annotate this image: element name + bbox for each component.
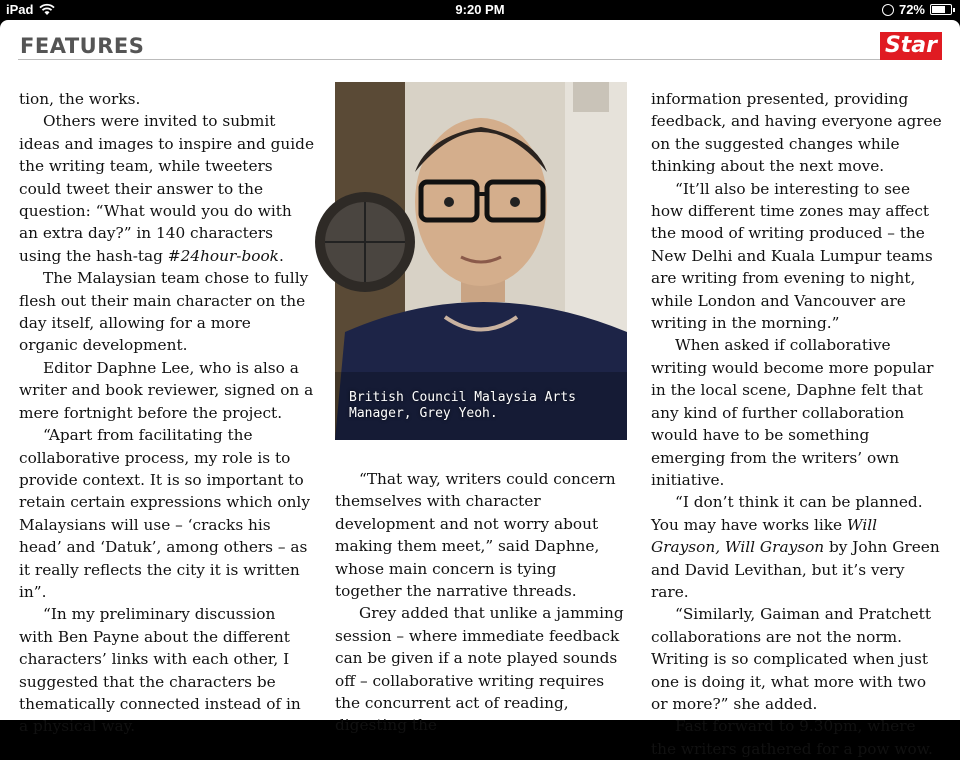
paragraph: “It’ll also be interesting to see how different time zones may affect the mood of writing produced – the New Delhi and Kuala Lumpur teams are writing from evening to night, while London and Vancouver are writing in the morning.” <box>651 179 933 333</box>
paragraph: “I don’t think it can be planned. You may have works like Will Grayson, Will Grayson by John Green and David Levithan, but it’s very rare. <box>651 493 940 601</box>
paragraph: tion, the works. <box>19 90 141 108</box>
article-column-2 <box>335 468 627 737</box>
portrait-image <box>335 82 627 440</box>
hashtag: #24hour-book <box>167 246 279 265</box>
paragraph: Fast forward to 9.30pm, where the writers gathered for a pow wow. <box>651 717 933 758</box>
battery-icon <box>930 4 952 15</box>
paragraph: Grey added that unlike a jamming session – where immediate feedback can be given if a note played sounds off – collaborative writing requires the concurrent act of reading, digesting the <box>335 604 624 735</box>
paragraph: When asked if collaborative writing would become more popular in the local scene, Daphne felt that any kind of further collaboration would have to be something emerging from the writers’ own initiative. <box>651 336 934 489</box>
magazine-page[interactable] <box>0 20 960 758</box>
battery-percent: 72% <box>898 2 925 17</box>
rotation-lock-icon <box>882 4 894 16</box>
book-title: Will Grayson, Will Grayson <box>651 515 878 557</box>
paragraph: The Malaysian team chose to fully flesh out their main character on the day itself, allowing for a more organic development. <box>19 269 309 355</box>
paragraph: “That way, writers could concern themselves with character development and not worry about making them meet,” said Daphne, whose main concern is tying together the narrative threads. <box>335 470 616 601</box>
section-title: FEATURES <box>20 34 145 58</box>
star-logo: Star <box>880 32 942 60</box>
page-header <box>18 30 942 60</box>
paragraph: “Similarly, Gaiman and Pratchett collaborations are not the norm. Writing is so complicated when just one is doing it, what more with two or more?” she added. <box>651 605 931 713</box>
paragraph: Editor Daphne Lee, who is also a writer and book reviewer, signed on a mere fortnight before the project. <box>19 358 314 422</box>
status-bar <box>0 0 960 20</box>
paragraph: Others were invited to submit ideas and images to inspire and guide the writing team, while tweeters could tweet their answer to the question: “What would you do with an extra day?” in 140 characters using the hash-tag #24hour-book. <box>19 112 315 265</box>
battery-fill <box>932 6 945 13</box>
photo-caption: British Council Malaysia Arts Manager, Grey Yeoh. <box>349 390 576 421</box>
clock: 9:20 PM <box>455 2 505 17</box>
paragraph: information presented, providing feedback, and having everyone agree on the suggested changes while thinking about the next move. <box>651 90 942 176</box>
article-photo[interactable] <box>335 82 627 440</box>
article-column-1 <box>19 88 314 738</box>
device-label: iPad <box>6 2 34 17</box>
paragraph: “Apart from facilitating the collaborative process, my role is to provide context. It is so important to retain certain expressions which only Malaysians will use – ‘cracks his head’ and ‘Datuk’, among others – as it really reflects the city it is written in”. <box>19 426 310 601</box>
article-column-3 <box>651 88 943 760</box>
paragraph: “In my preliminary discussion with Ben Payne about the different characters’ links with each other, I suggested that the characters be thematically connected instead of in a physical way. <box>19 605 301 736</box>
